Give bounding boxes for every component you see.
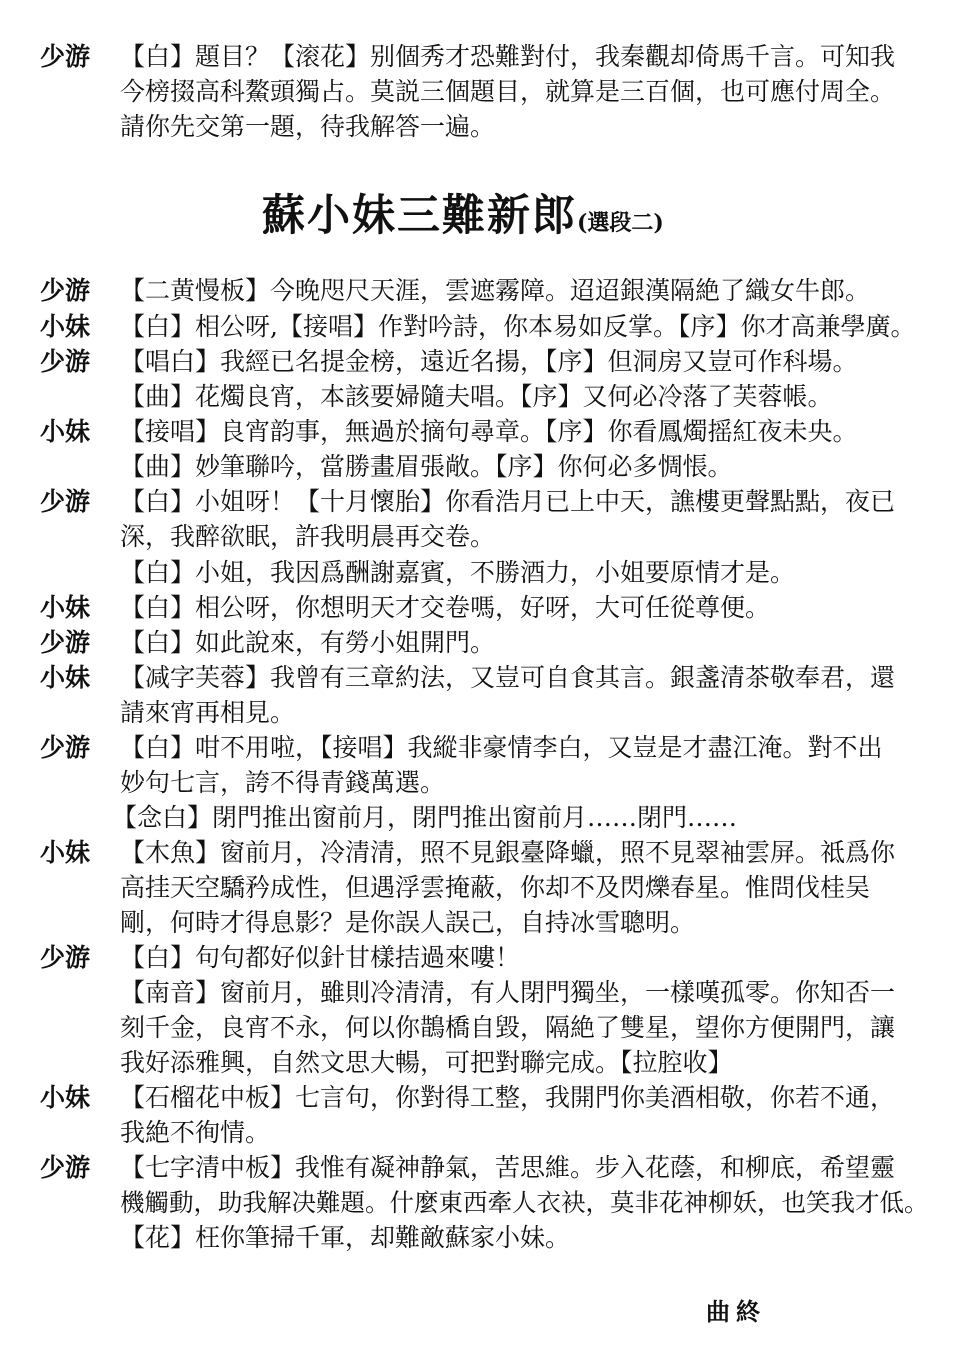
lyric-line: 請你先交第一題，待我解答一遍。	[120, 112, 496, 141]
lyric-line: 請來宵再相見。	[120, 698, 296, 727]
speaker-label: 少游	[40, 42, 91, 71]
speaker-label: 少游	[40, 628, 91, 657]
lyric-line: 【白】相公呀，你想明天才交卷嗎，好呀，大可任從尊便。	[120, 593, 771, 622]
lyric-line: 我好添雅興，自然文思大暢，可把對聯完成。【拉腔收】	[120, 1048, 733, 1077]
page-title	[262, 182, 664, 243]
lyric-line: 【白】句句都好似針甘樣拮過來嘍！	[120, 943, 521, 972]
lyric-line: 【曲】妙筆聯吟，當勝畫眉張敞。【序】你何必多惆悵。	[120, 452, 733, 481]
speaker-label: 少游	[40, 733, 91, 762]
lyric-line: 妙句七言，誇不得青錢萬選。	[120, 768, 446, 797]
lyric-line: 【白】題目？【滚花】别個秀才恐難對付，我秦觀却倚馬千言。可知我	[120, 42, 896, 71]
lyric-line: 我絶不徇情。	[120, 1118, 271, 1147]
lyric-line: 【白】相公呀,【接唱】作對吟詩，你本易如反掌。【序】你才高兼學廣。	[120, 312, 916, 341]
lyric-line: 刻千金，良宵不永，何以你鵲橋自毀，隔絶了雙星，望你方便開門，讓	[120, 1013, 896, 1042]
lyric-line: 【曲】花燭良宵，本該要婦隨夫唱。【序】又何必冷落了芙蓉帳。	[120, 382, 833, 411]
title-subtitle: (選段二)	[577, 210, 664, 236]
speaker-label: 小妹	[40, 417, 91, 446]
lyric-line: 【白】咁不用啦，【接唱】我縱非豪情李白，又豈是才盡江淹。對不出	[120, 733, 883, 762]
speaker-label: 少游	[40, 487, 91, 516]
lyric-line: 【二黄慢板】今晚咫尺天涯，雲遮霧障。迢迢銀漢隔絶了織女牛郎。	[120, 276, 871, 305]
title-main: 蘇小妹三難新郎	[262, 191, 577, 241]
speaker-label: 小妹	[40, 663, 91, 692]
lyric-line: 剛，何時才得息影？是你誤人誤己，自持冰雪聰明。	[120, 908, 696, 937]
lyric-line: 【南音】窗前月，雖則冷清清，有人閉門獨坐，一樣嘆孤零。你知否一	[120, 978, 896, 1007]
end-mark: 曲終	[706, 1297, 766, 1326]
speaker-label: 少游	[40, 276, 91, 305]
lyric-line: 【减字芙蓉】我曾有三章約法，又豈可自食其言。銀盞清茶敬奉君，還	[120, 663, 896, 692]
speaker-label: 小妹	[40, 838, 91, 867]
lyric-line: 【白】小姐，我因爲酬謝嘉賓，不勝酒力，小姐要原情才是。	[120, 558, 796, 587]
lyric-line: 【花】枉你筆掃千軍，却難敵蘇家小妹。	[120, 1223, 571, 1252]
lyric-line: 【木魚】窗前月，冷清清，照不見銀臺降蠟，照不見翠袖雲屏。祗爲你	[120, 838, 896, 867]
lyric-line: 機觸動，助我解决難題。什麼東西牽人衣袂，莫非花神柳妖，也笑我才低。	[120, 1188, 929, 1217]
lyric-line: 【接唱】良宵韵事，無過於摘句尋章。【序】你看鳳燭摇紅夜未央。	[120, 417, 858, 446]
lyric-line: 深，我醉欲眠，許我明晨再交卷。	[120, 522, 496, 551]
lyric-line: 【念白】閉門推出窗前月，閉門推出窗前月……閉門……	[112, 803, 738, 832]
lyric-line: 【唱白】我經已名提金榜，遠近名揚，【序】但洞房又豈可作科場。	[120, 347, 858, 376]
lyric-line: 【七字清中板】我惟有凝神静氣，苦思維。步入花蔭，和柳底，希望靈	[120, 1153, 896, 1182]
speaker-label: 少游	[40, 1153, 91, 1182]
lyric-line: 今榜掇高科鰲頭獨占。莫説三個題目，就算是三百個，也可應付周全。	[120, 77, 896, 106]
speaker-label: 小妹	[40, 593, 91, 622]
lyric-line: 【白】如此說來，有勞小姐開門。	[120, 628, 496, 657]
lyric-line: 【石榴花中板】七言句，你對得工整，我開門你美酒相敬，你若不通，	[120, 1083, 896, 1112]
speaker-label: 少游	[40, 943, 91, 972]
lyric-line: 高挂天空驕矜成性，但遇浮雲掩蔽，你却不及閃爍春星。惟問伐桂吴	[120, 873, 871, 902]
speaker-label: 少游	[40, 347, 91, 376]
speaker-label: 小妹	[40, 1083, 91, 1112]
speaker-label: 小妹	[40, 312, 91, 341]
lyric-line: 【白】小姐呀！【十月懷胎】你看浩月已上中天，譙樓更聲點點，夜已	[120, 487, 896, 516]
